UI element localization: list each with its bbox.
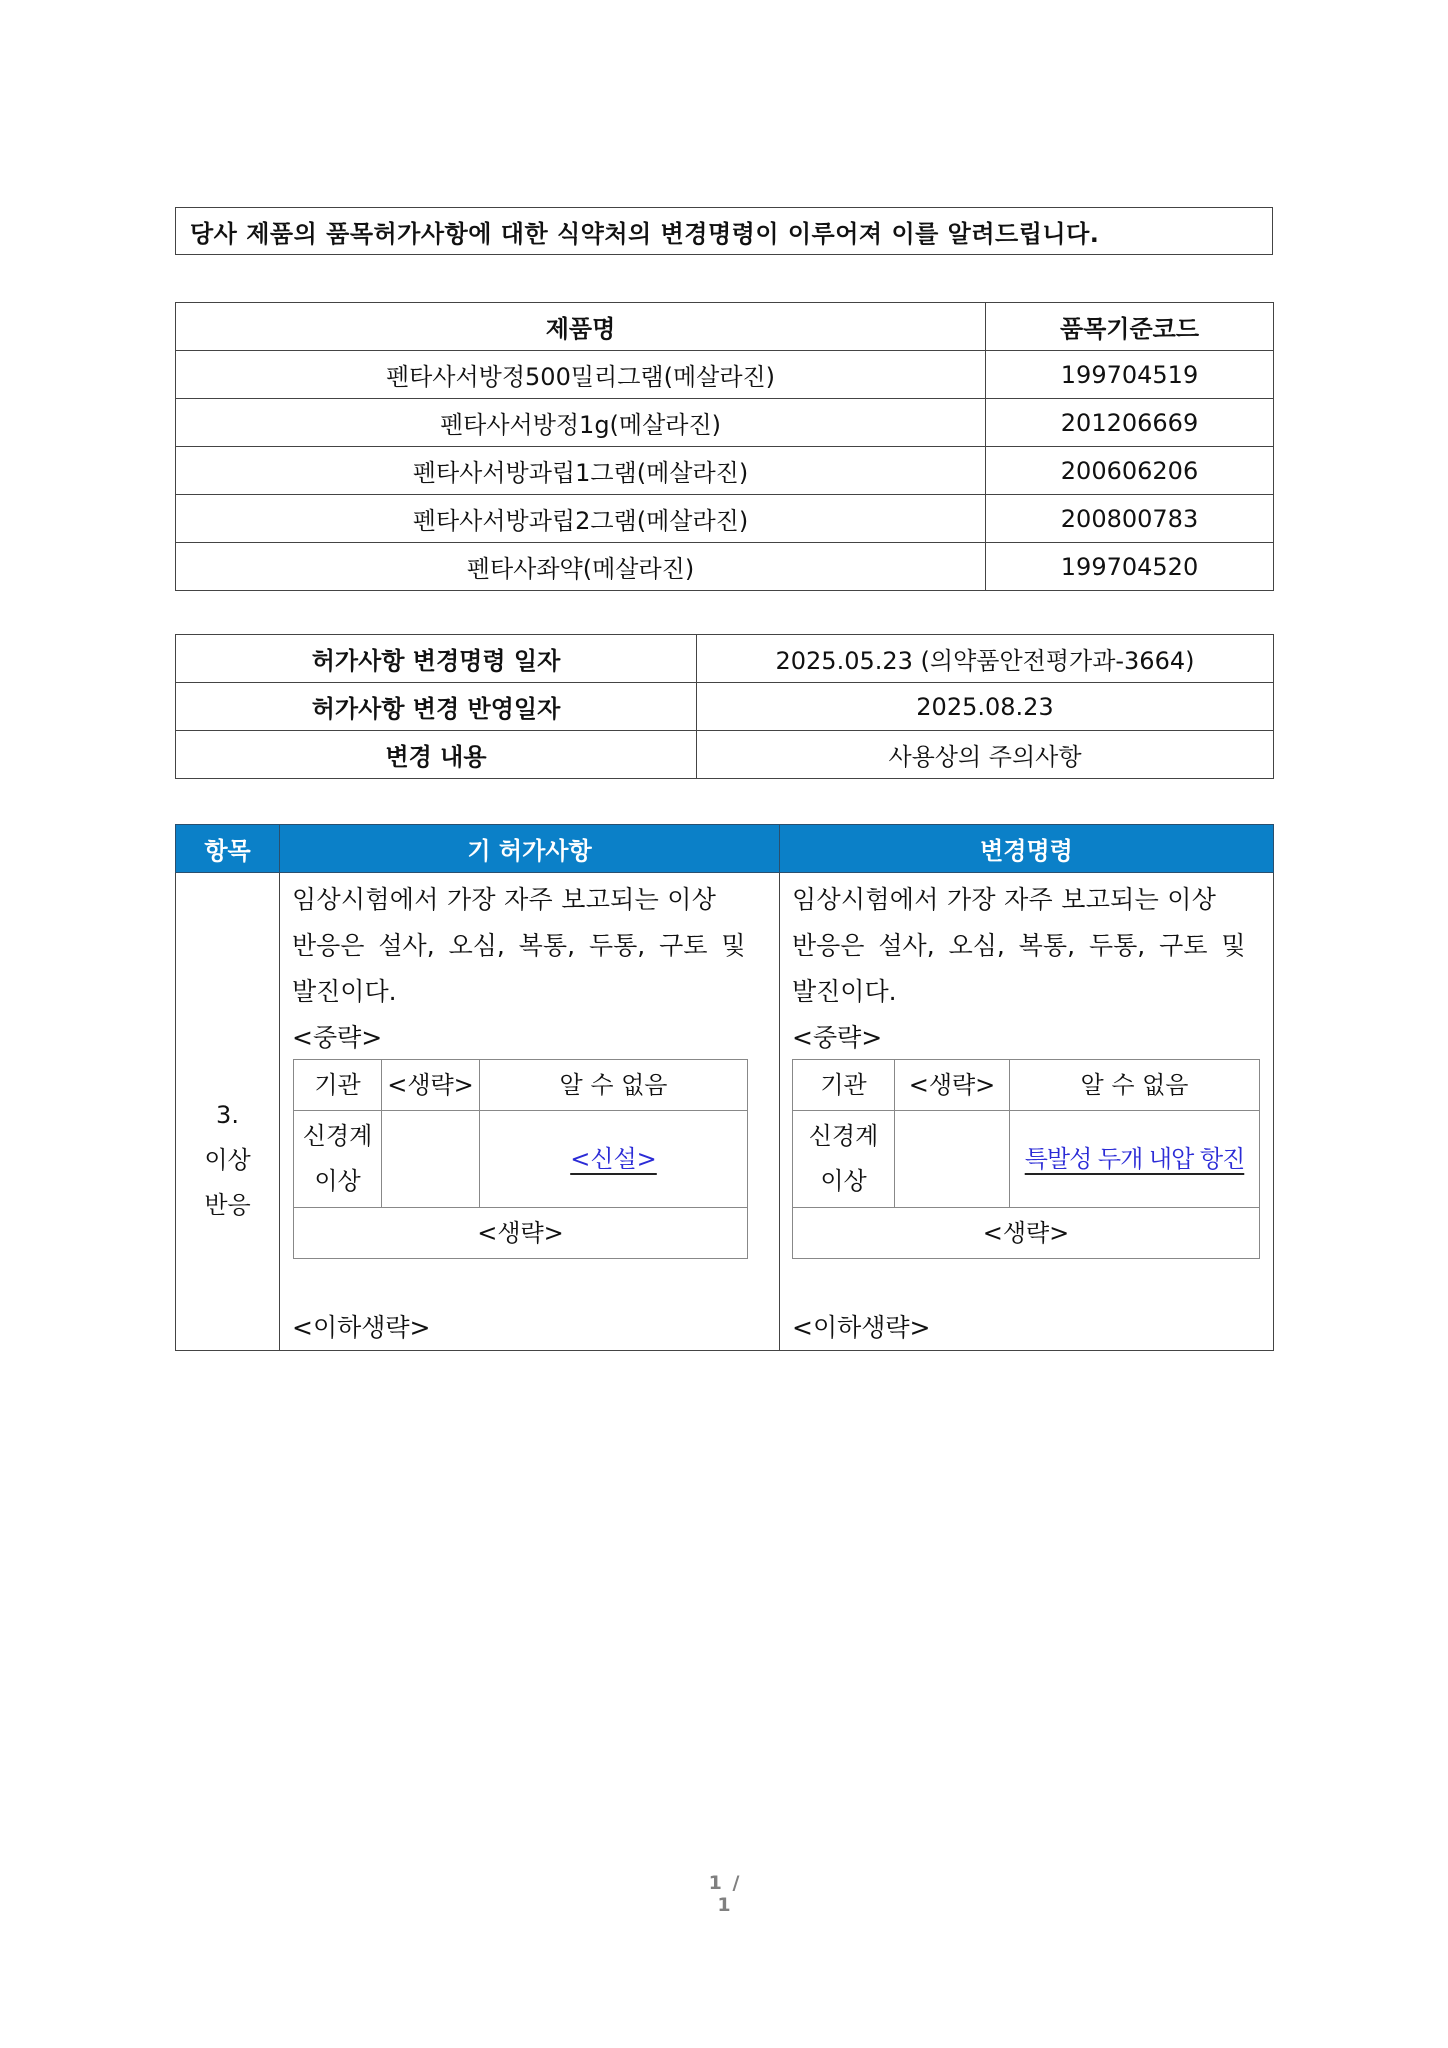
notice-text: 당사 제품의 품목허가사항에 대한 식약처의 변경명령이 이루어져 이를 알려드립니다. [190, 219, 1100, 248]
frequency-header: 알 수 없음 [480, 1060, 748, 1111]
after-inner-table [792, 1059, 1260, 1259]
table-row [176, 447, 1274, 495]
inner-footer: <생략> [793, 1208, 1260, 1259]
inner-footer: <생략> [294, 1208, 748, 1259]
new-entry-marker: <신설> [570, 1144, 657, 1173]
product-name: 펜타사서방정1g(메살라진) [176, 399, 986, 447]
organ-label-line1: 신경계 [808, 1122, 879, 1150]
item-number: 3. [216, 1101, 239, 1129]
organ-header: 기관 [294, 1060, 382, 1111]
product-code: 199704519 [986, 351, 1274, 399]
header-product-name: 제품명 [176, 303, 986, 351]
product-code: 201206669 [986, 399, 1274, 447]
inner-footer-row [294, 1208, 748, 1259]
product-code: 200800783 [986, 495, 1274, 543]
comparison-header [176, 825, 1274, 873]
page-indicator: 1 / 1 [708, 1872, 742, 1916]
omitted-rest: <이하생략> [792, 1313, 931, 1342]
table-row [176, 543, 1274, 591]
product-name: 펜타사서방과립1그램(메살라진) [176, 447, 986, 495]
table-row [176, 731, 1274, 779]
effective-date-value: 2025.08.23 [697, 683, 1274, 731]
notice-banner [175, 207, 1273, 255]
change-info-table [175, 634, 1274, 779]
comparison-table [175, 824, 1274, 1351]
inner-data-row [294, 1111, 748, 1208]
change-content-value: 사용상의 주의사항 [697, 731, 1274, 779]
omitted-header: <생략> [895, 1060, 1010, 1111]
table-row [176, 351, 1274, 399]
item-title-line1: 이상 [204, 1146, 251, 1174]
before-paragraph [292, 877, 771, 1061]
omitted-middle: <중략> [792, 1023, 883, 1052]
inner-header-row [294, 1060, 748, 1111]
organ-label-line2: 이상 [314, 1167, 361, 1195]
effective-date-label: 허가사항 변경 반영일자 [176, 683, 697, 731]
product-name: 펜타사좌약(메살라진) [176, 543, 986, 591]
item-cell [176, 873, 280, 1351]
new-adverse-reaction: 특발성 두개 내압 항진 [1024, 1144, 1245, 1173]
organ-label-line1: 신경계 [302, 1122, 373, 1150]
organ-label [793, 1111, 895, 1208]
products-table [175, 302, 1274, 591]
order-date-value: 2025.05.23 (의약품안전평가과-3664) [697, 635, 1274, 683]
inner-data-row [793, 1111, 1260, 1208]
organ-label [294, 1111, 382, 1208]
header-item: 항목 [176, 825, 280, 873]
before-inner-table [293, 1059, 748, 1259]
change-content-label: 변경 내용 [176, 731, 697, 779]
product-code: 199704520 [986, 543, 1274, 591]
item-title-line2: 반응 [204, 1191, 251, 1219]
header-after: 변경명령 [780, 825, 1274, 873]
table-row [176, 495, 1274, 543]
after-cell [780, 873, 1274, 1351]
product-name: 펜타사서방과립2그램(메살라진) [176, 495, 986, 543]
product-code: 200606206 [986, 447, 1274, 495]
organ-header: 기관 [793, 1060, 895, 1111]
omitted-header: <생략> [382, 1060, 480, 1111]
order-date-label: 허가사항 변경명령 일자 [176, 635, 697, 683]
para-line: 반응은 설사, 오심, 복통, 두통, 구토 및 [792, 931, 1246, 960]
omitted-middle: <중략> [292, 1023, 383, 1052]
table-row [176, 399, 1274, 447]
inner-footer-row [793, 1208, 1260, 1259]
header-product-code: 품목기준코드 [986, 303, 1274, 351]
para-line: 임상시험에서 가장 자주 보고되는 이상 [792, 885, 1217, 914]
frequency-header: 알 수 없음 [1010, 1060, 1260, 1111]
para-line: 발진이다. [792, 977, 897, 1006]
para-line: 반응은 설사, 오심, 복통, 두통, 구토 및 [292, 931, 746, 960]
before-cell [280, 873, 780, 1351]
header-before: 기 허가사항 [280, 825, 780, 873]
para-line: 임상시험에서 가장 자주 보고되는 이상 [292, 885, 717, 914]
after-paragraph [792, 877, 1265, 1061]
empty-cell [895, 1111, 1010, 1208]
inner-header-row [793, 1060, 1260, 1111]
table-row [176, 683, 1274, 731]
empty-cell [382, 1111, 480, 1208]
organ-label-line2: 이상 [820, 1167, 867, 1195]
omitted-rest: <이하생략> [292, 1313, 431, 1342]
comparison-row [176, 873, 1274, 1351]
frequency-value [480, 1111, 748, 1208]
table-row [176, 635, 1274, 683]
frequency-value [1010, 1111, 1260, 1208]
product-name: 펜타사서방정500밀리그램(메살라진) [176, 351, 986, 399]
para-line: 발진이다. [292, 977, 397, 1006]
products-table-header [176, 303, 1274, 351]
